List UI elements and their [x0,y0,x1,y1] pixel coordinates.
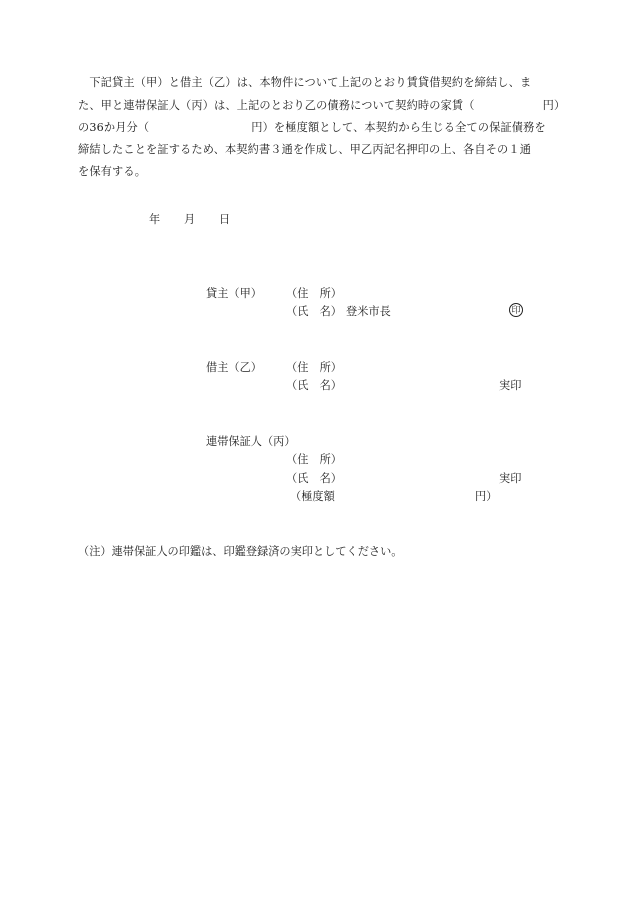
guarantor-name-label: （氏 名） [286,472,342,485]
lessee-role: 借主（乙） [206,361,262,374]
guarantor-address-label: （住 所） [286,453,342,466]
guarantor-role: 連帯保証人（丙） [206,435,296,448]
lessee-address-label: （住 所） [286,361,342,374]
lessor-address-label: （住 所） [286,287,342,300]
lessor-name-value: 登米市長 [346,305,391,318]
paragraph-line-5: を保有する。 [78,165,147,178]
lessor-role: 貸主（甲） [206,287,262,300]
guarantor-seal-label: 実印 [499,472,522,485]
lessor-seal-mark: 印 [509,303,523,317]
seal-note: （注）連帯保証人の印鑑は、印鑑登録済の実印としてください。 [78,545,403,558]
lessee-seal-label: 実印 [499,379,522,392]
date-year: 年 [149,213,161,226]
lessee-name-label: （氏 名） [286,379,342,392]
date-month: 月 [184,213,196,226]
paragraph-line-1: 下記貸主（甲）と借主（乙）は、本物件について上記のとおり賃貸借契約を締結し、ま [78,76,532,89]
guarantor-limit-unit: 円） [475,490,498,503]
guarantor-limit-label: （極度額 [290,490,335,503]
paragraph-line-4: 締結したことを証するため、本契約書３通を作成し、甲乙丙記名押印の上、各自その１通 [78,143,532,156]
lessor-name-label: （氏 名） [286,305,342,318]
paragraph-line-2: た、甲と連帯保証人（丙）は、上記のとおり乙の債務について契約時の家賃（ 円） [78,99,566,112]
date-day: 日 [219,213,231,226]
paragraph-line-3: の36か月分（ 円）を極度額として、本契約から生じる全ての保証債務を [78,121,546,134]
